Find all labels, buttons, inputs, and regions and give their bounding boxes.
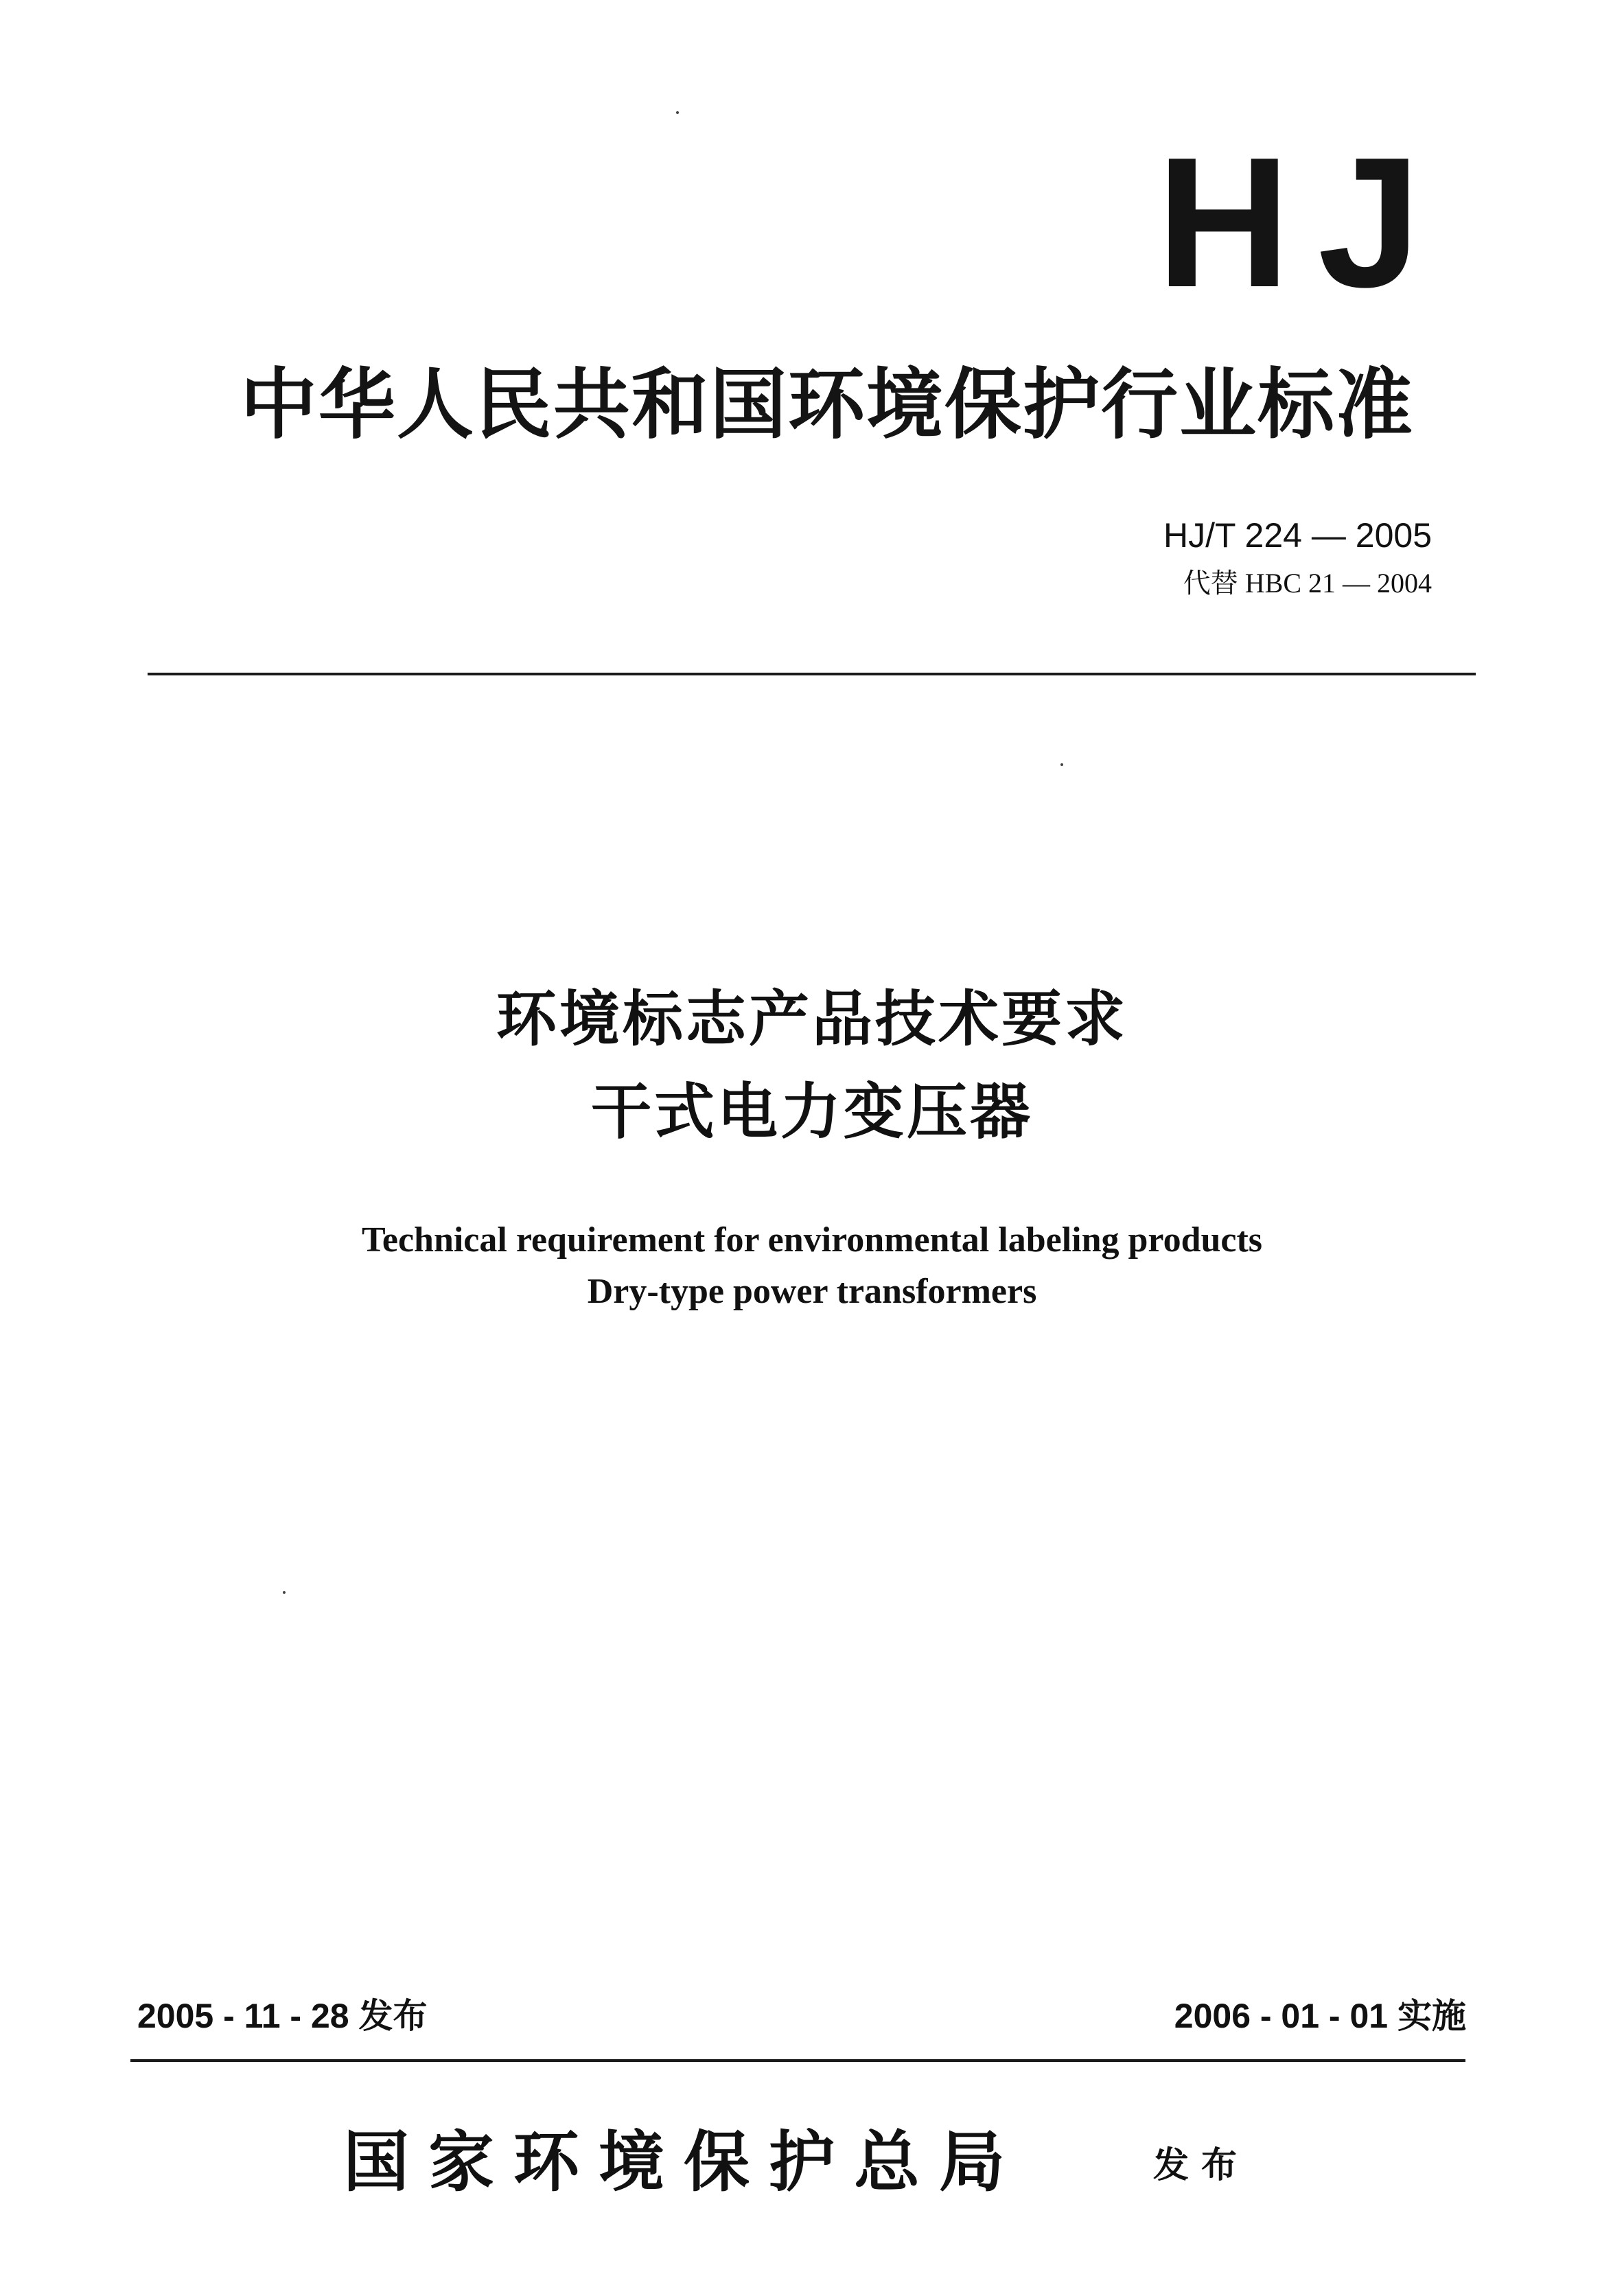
title-en-line-2: Dry-type power transformers <box>587 1272 1037 1311</box>
publish-label: 发布 <box>1153 2145 1250 2186</box>
title-en-line-1: Technical requirement for environmental labeling products <box>361 1220 1263 1260</box>
issue-date: 2005 - 11 - 28 发布 <box>137 1997 428 2035</box>
title-cn-line-1: 环境标志产品技术要求 <box>496 984 1128 1054</box>
scan-speck <box>676 111 679 114</box>
title-cn-line-2: 干式电力变压器 <box>590 1076 1033 1147</box>
top-divider <box>148 673 1476 675</box>
publisher-name: 国家环境保护总局 <box>343 2123 1024 2201</box>
bottom-divider <box>130 2059 1465 2062</box>
scan-speck <box>283 1591 286 1594</box>
scan-speck <box>1060 763 1063 766</box>
standard-number: HJ/T 224 — 2005 <box>1163 516 1432 555</box>
effective-date: 2006 - 01 - 01 实施 <box>1174 1997 1466 2035</box>
standard-category-title: 中华人民共和国环境保护行业标准 <box>240 360 1414 450</box>
hj-logo: HJ <box>1156 119 1448 326</box>
replaces-standard: 代替 HBC 21 — 2004 <box>1183 568 1432 599</box>
